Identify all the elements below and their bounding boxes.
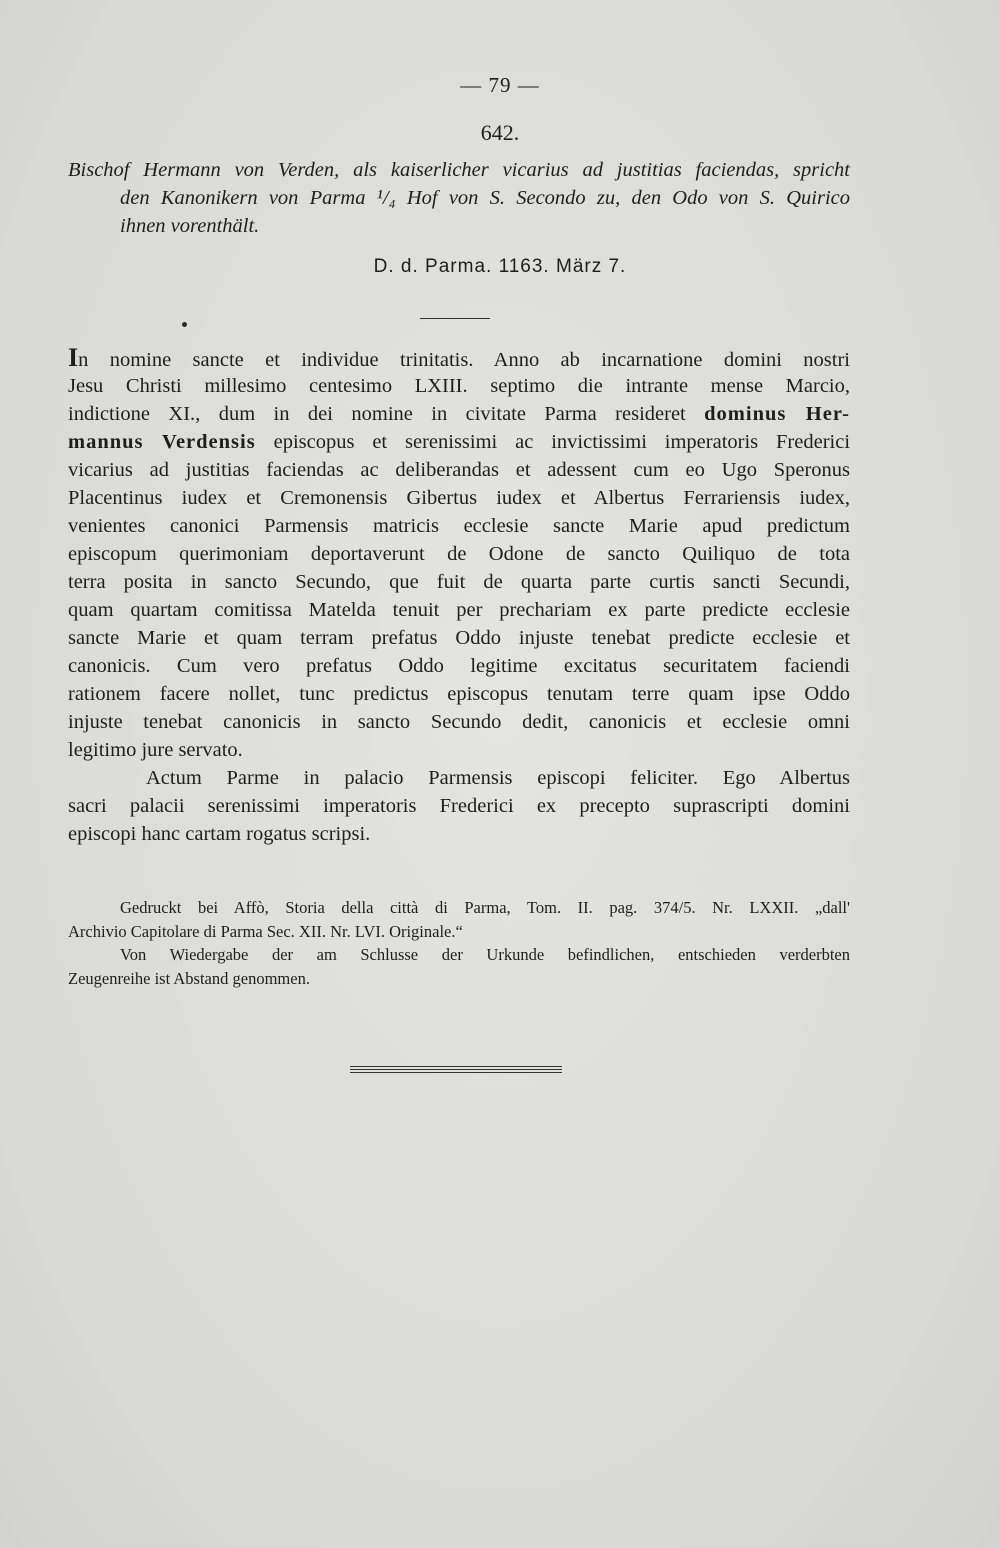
charter-line-5: vicarius ad justitias faciendas ac deliberandas et adessent cum eo Ugo Speronus <box>68 459 850 481</box>
charter-line-10: quam quartam comitissa Matelda tenuit per prechariam ex parte predicte ecclesie <box>68 599 850 621</box>
charter-text <box>68 344 850 848</box>
charter-line-15: legitimo jure servato. <box>68 739 243 761</box>
regest-line-3: ihnen vorenthält. <box>120 215 260 237</box>
actum-line-1: Actum Parme in palacio Parmensis episcopi feliciter. Ego Albertus <box>146 767 850 789</box>
charter-line-6: Placentinus iudex et Cremonensis Gibertus iudex et Albertus Ferrariensis iudex, <box>68 487 850 509</box>
charter-line-14: injuste tenebat canonicis in sancto Secundo dedit, canonicis et ecclesie omni <box>68 711 850 733</box>
charter-line-8: episcopum querimoniam deportaverunt de Odone de sancto Quiliquo de tota <box>68 543 850 565</box>
charter-line-9: terra posita in sancto Secundo, que fuit de quarta parte curtis sancti Secundi, <box>68 571 850 593</box>
charter-line-7: venientes canonici Parmensis matricis ecclesie sancte Marie apud predictum <box>68 515 850 537</box>
charter-line-4 <box>68 428 850 456</box>
bold-name-part-2: mannus Verdensis <box>68 431 256 453</box>
charter-line-1-text: n nomine sancte et individue trinitatis. Anno ab incarnatione domini nostri <box>78 349 850 371</box>
end-double-rule <box>350 1066 562 1075</box>
print-dot-mark <box>182 322 187 327</box>
charter-line-3 <box>68 400 850 428</box>
dating-line: D. d. Parma. 1163. März 7. <box>373 256 627 277</box>
charter-line-1 <box>68 344 850 372</box>
document-number: 642. <box>480 120 520 145</box>
regest-line-1: Bischof Hermann von Verden, als kaiserlicher vicarius ad justitias faciendas, spricht <box>68 159 850 181</box>
charter-line-13: rationem facere nollet, tunc predictus episcopus tenutam terre quam ipse Oddo <box>68 683 850 705</box>
note-line-4: Zeugenreihe ist Abstand genommen. <box>68 968 310 988</box>
page-number: — 79 — <box>460 73 540 97</box>
note-line-2: Archivio Capitolare di Parma Sec. XII. Nr. LVI. Originale.“ <box>68 921 463 941</box>
editorial-notes <box>68 896 850 990</box>
note-line-3: Von Wiedergabe der am Schlusse der Urkunde befindlichen, entschieden verderbten <box>120 945 850 964</box>
initial-letter: I <box>68 343 79 372</box>
separator-rule <box>420 318 490 319</box>
charter-line-12: canonicis. Cum vero prefatus Oddo legitime excitatus securitatem faciendi <box>68 655 850 677</box>
charter-line-3-text: indictione XI., dum in dei nomine in civitate Parma resideret <box>68 403 686 425</box>
regest-line-2: den Kanonikern von Parma ¹/₄ Hof von S. Secondo zu, den Odo von S. Quirico <box>120 187 850 209</box>
note-line-1: Gedruckt bei Affò, Storia della città di Parma, Tom. II. pag. 374/5. Nr. LXXII. „dall' <box>120 898 850 917</box>
actum-line-2: sacri palacii serenissimi imperatoris Frederici ex precepto suprascripti domini <box>68 795 850 817</box>
charter-line-11: sancte Marie et quam terram prefatus Oddo injuste tenebat predicte ecclesie et <box>68 627 850 649</box>
actum-line-3: episcopi hanc cartam rogatus scripsi. <box>68 823 371 845</box>
charter-line-4-text: episcopus et serenissimi ac invictissimi imperatoris Frederici <box>273 431 851 453</box>
charter-line-2: Jesu Christi millesimo centesimo LXIII. septimo die intrante mense Marcio, <box>68 375 850 397</box>
bold-name-part-1: dominus Her- <box>704 403 850 425</box>
